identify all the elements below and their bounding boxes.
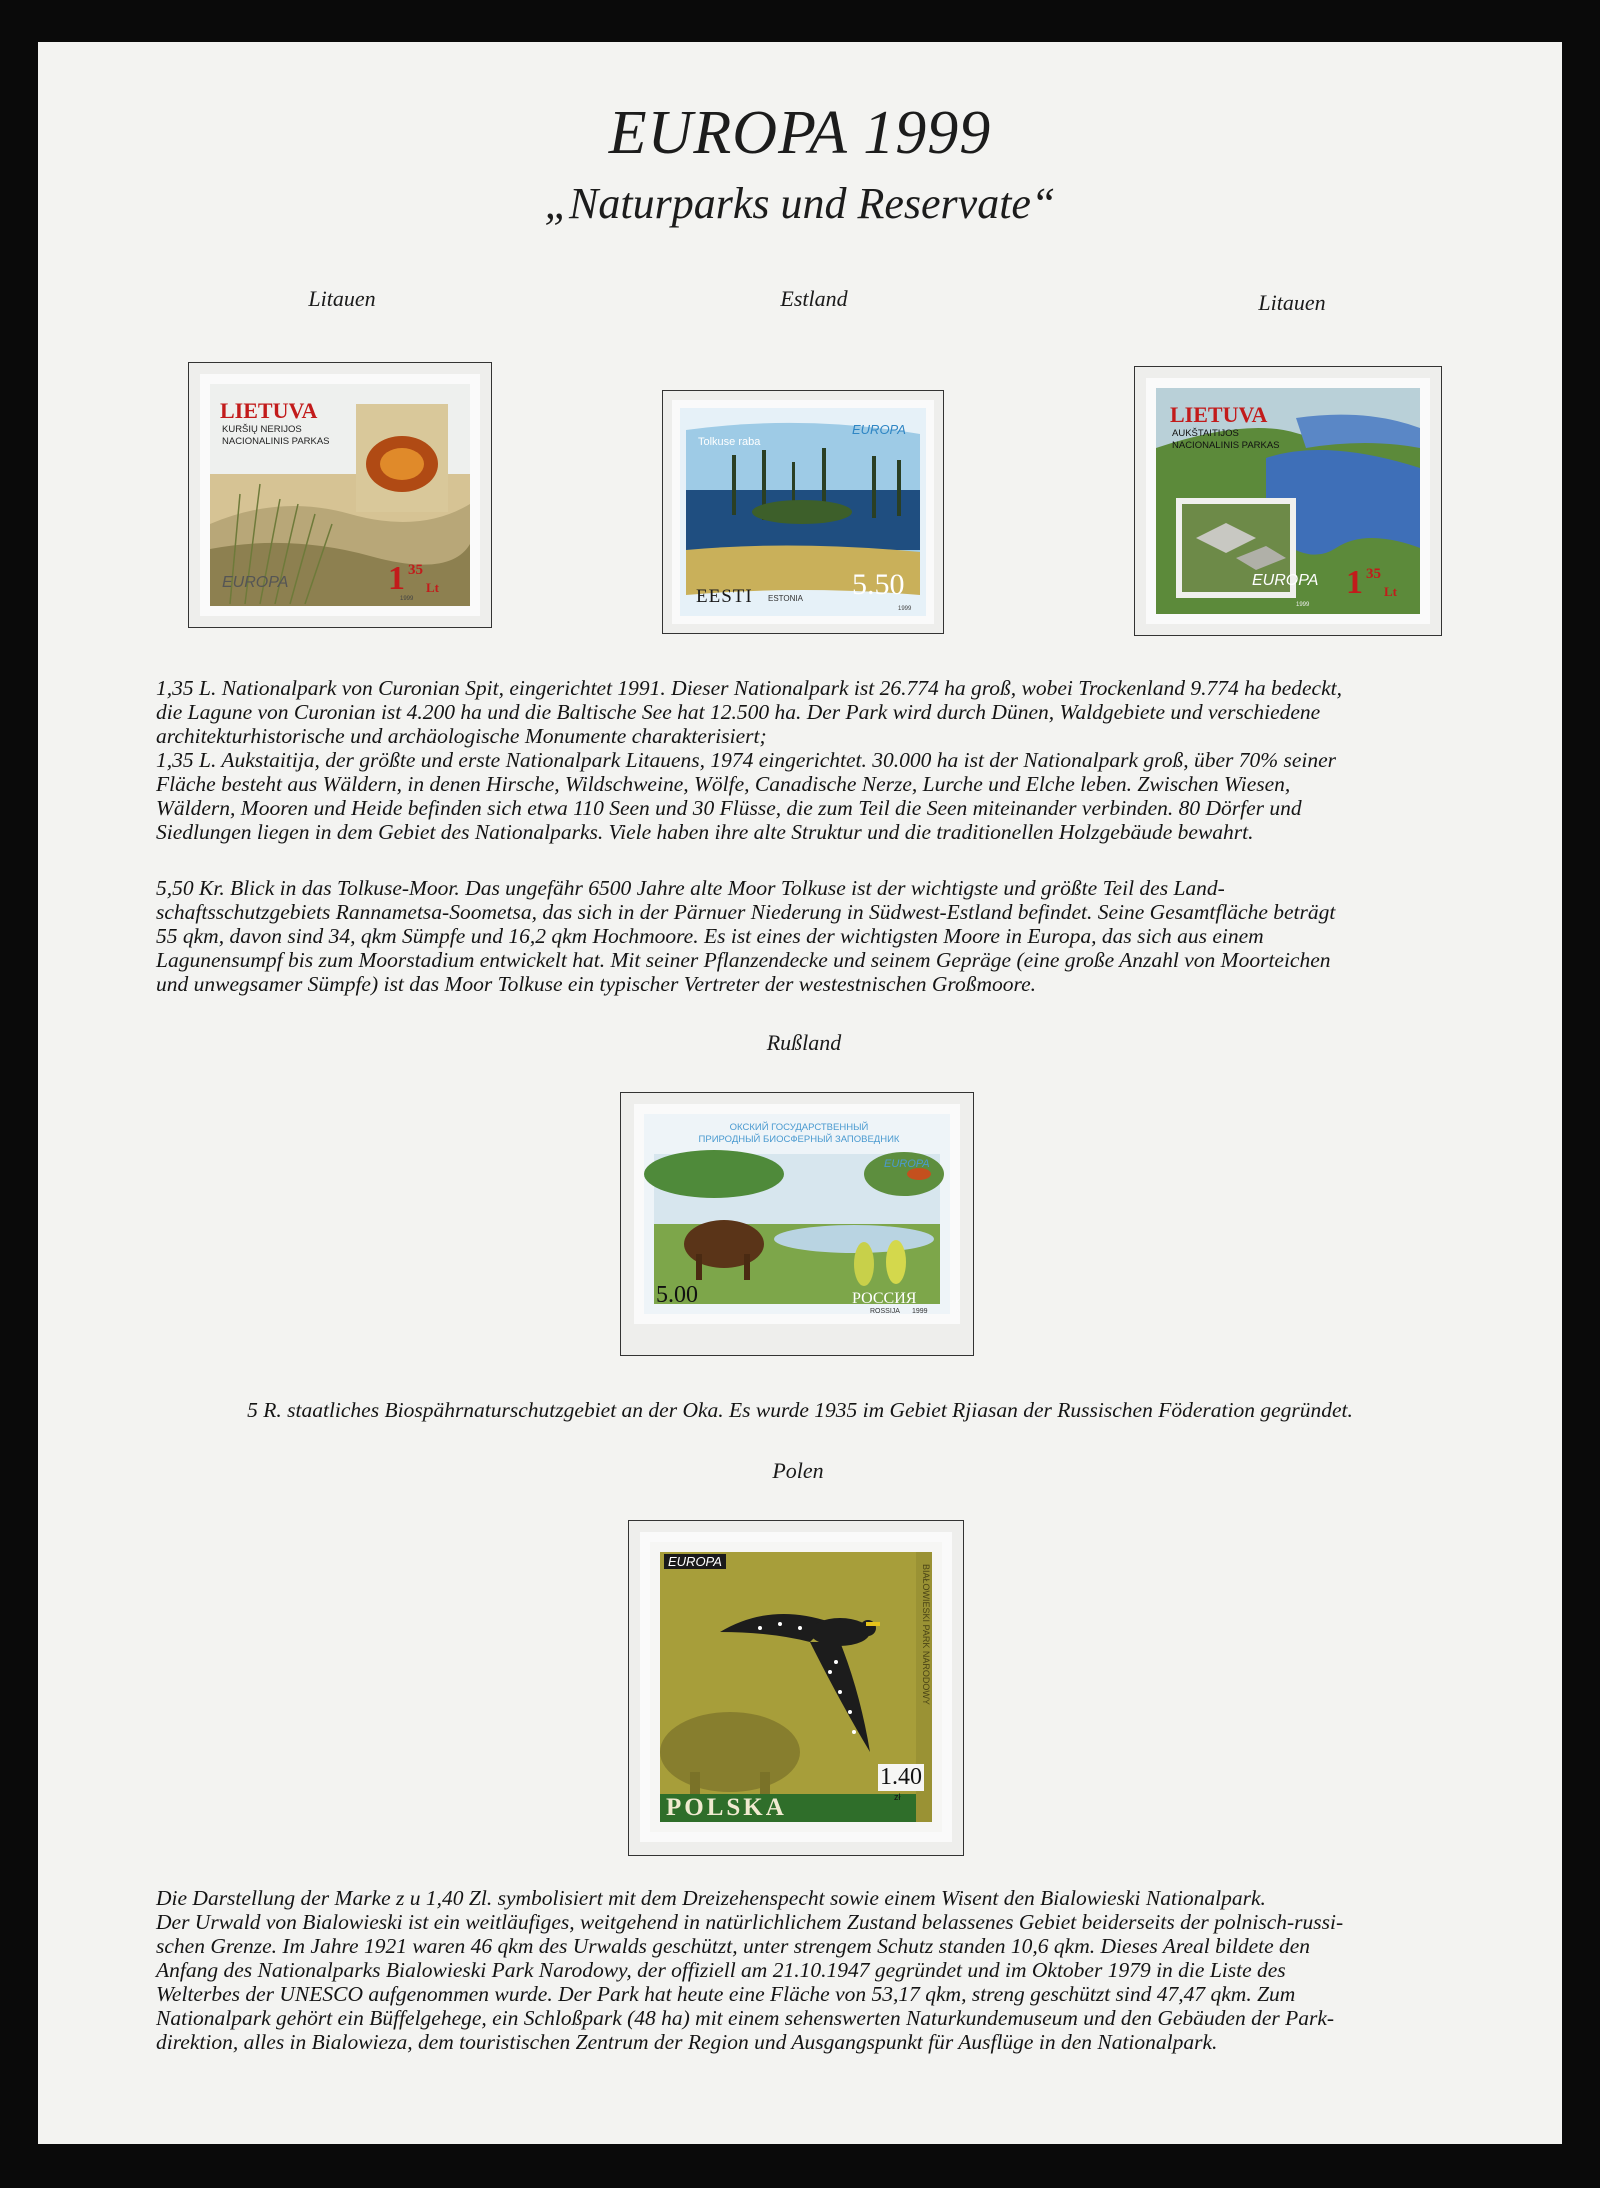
text-russia-description: 5 R. staatliches Biospährnaturschutzgebiet an der Oka. Es wurde 1935 im Gebiet Rjiasan der Russischen Föderation gegründet. (247, 1398, 1353, 1422)
text-line: 1,35 L. Aukstaitija, der größte und erste Nationalpark Litauens, 1974 eingerichtet. 30.000 ha ist der Nationalpark groß, über 70% seiner (156, 748, 1337, 772)
stamp-lt1-line1: KURŠIŲ NERIJOS (222, 424, 302, 435)
stamp-ee-brand: EUROPA (852, 422, 906, 437)
stamp-ru-line2: ПРИРОДНЫЙ БИОСФЕРНЫЙ ЗАПОВЕДНИК (698, 1134, 900, 1145)
stamp-ru-brand: EUROPA (884, 1158, 930, 1170)
stamp-ee-tolkuse (672, 400, 934, 624)
stamp-ru-country2: ROSSIJA (870, 1308, 900, 1315)
country-label-russia: Rußland (766, 1030, 842, 1055)
stamp-pl-side-text: BIAŁOWIESKI PARK NARODOWY (921, 1564, 931, 1705)
country-label-estonia: Estland (780, 286, 848, 311)
page-title: EUROPA 1999 (608, 99, 992, 167)
stamp-pl-currency: zł (894, 1792, 901, 1802)
text-line: 1,35 L. Nationalpark von Curonian Spit, eingerichtet 1991. Dieser Nationalpark ist 26.774 ha groß, wobei Trockenland 9.774 ha bedeckt, (156, 676, 1342, 700)
text-line: Die Darstellung der Marke z u 1,40 Zl. symbolisiert mit dem Dreizehenspecht sowie einem Wisent den Bialowieski Nationalpark. (156, 1886, 1266, 1910)
stamp-lt2-line1: AUKŠTAITIJOS (1172, 428, 1239, 439)
stamp-lt2-currency: Lt (1384, 584, 1397, 599)
country-label-lithuania-right: Litauen (1258, 290, 1326, 315)
stamp-lt2-value: 1 (1346, 564, 1363, 601)
text-line: 55 qkm, davon sind 34, qkm Sümpfe und 16,2 qkm Hochmoore. Es ist eines der wichtigsten Moore in Europa, das sich aus einem (156, 924, 1264, 948)
text-line: Welterbes der UNESCO aufgenommen wurde. Der Park hat heute eine Fläche von 53,17 qkm, streng geschützt sind 47,47 qkm. Zum (156, 1982, 1296, 2006)
stamp-lt2-brand: EUROPA (1252, 572, 1319, 589)
stamp-lt2-year: 1999 (1296, 602, 1310, 608)
stamp-ru-oka (634, 1104, 960, 1324)
stamp-lt1-line2: NACIONALINIS PARKAS (222, 436, 330, 447)
text-line: direktion, alles in Bialowieza, dem touristischen Zentrum der Region und Ausgangspunkt für Ausflüge in den Nationalpark. (156, 2030, 1218, 2054)
stamp-ee-value: 5.50 (852, 568, 905, 601)
text-line: 5,50 Kr. Blick in das Tolkuse-Moor. Das ungefähr 6500 Jahre alte Moor Tolkuse ist der wichtigste und größte Teil des Land- (156, 876, 1225, 900)
country-label-lithuania-left: Litauen (308, 286, 376, 311)
text-estonia-description (156, 876, 1460, 996)
stamp-lt-curonian (200, 374, 480, 616)
text-line: Siedlungen liegen in dem Gebiet des Nationalparks. Viele haben ihre alte Struktur und die traditionellen Holzgebäude bewahrt. (156, 820, 1254, 844)
stamp-ee-country: EESTI (696, 586, 753, 607)
stamp-ee-country2: ESTONIA (768, 594, 803, 603)
stamp-lt1-brand: EUROPA (222, 574, 289, 591)
stamp-lt-aukstaitija (1146, 378, 1430, 624)
text-poland-description (156, 1886, 1460, 2054)
stamp-lt1-currency: Lt (426, 580, 439, 595)
stamp-lt2-line2: NACIONALINIS PARKAS (1172, 440, 1280, 451)
text-line: Lagunensumpf bis zum Moorstadium entwickelt hat. Mit seiner Pflanzendecke und seinem Gepräge (eine große Anzahl von Moorteichen (156, 948, 1331, 972)
stamp-ee-year: 1999 (898, 606, 912, 612)
stamp-pl-bialowieski (640, 1532, 952, 1842)
stamp-lt2-value-sup: 35 (1366, 566, 1381, 582)
stamp-pl-country: POLSKA (666, 1794, 787, 1821)
stamp-ee-place: Tolkuse raba (698, 436, 761, 448)
text-line: Anfang des Nationalparks Bialowieski Park Narodowy, der offiziell am 21.10.1947 gegründet und im Oktober 1979 in die Liste des (156, 1958, 1286, 1982)
page-subtitle: „Naturparks und Reservate“ (544, 179, 1056, 228)
text-line: architekturhistorische und archäologische Monumente charakterisiert; (156, 724, 767, 748)
stamp-ru-value: 5.00 (656, 1282, 698, 1308)
text-line: schaftsschutzgebiets Rannametsa-Soometsa, das sich in der Pärnuer Niederung in Südwest-Estland befindet. Seine Gesamtfläche beträgt (156, 900, 1336, 924)
text-line: die Lagune von Curonian ist 4.200 ha und die Baltische See hat 12.500 ha. Der Park wird durch Dünen, Waldgebiete und verschiedene (156, 700, 1321, 724)
text-line: Fläche besteht aus Wäldern, in denen Hirsche, Wildschweine, Wölfe, Canadische Nerze, Lurche und Elche leben. Zwischen Wiesen, (156, 772, 1291, 796)
stamp-lt1-value: 1 (388, 560, 405, 597)
text-line: und unwegsamer Sümpfe) ist das Moor Tolkuse ein typischer Vertreter der westestnischen Großmoore. (156, 972, 1037, 996)
text-line: Der Urwald von Bialowieski ist ein weitläufiges, weitgehend in natürlichlichem Zustand belassenes Gebiet beiderseits der polnisch-russi- (156, 1910, 1344, 1934)
text-line: Nationalpark gehört ein Büffelgehege, ein Schloßpark (48 ha) mit einem sehenswerten Naturkundemuseum und den Gebäuden der Park- (156, 2006, 1335, 2030)
text-line: Wäldern, Mooren und Heide befinden sich etwa 110 Seen und 30 Flüsse, die zum Teil die Seen miteinander verbinden. 80 Dörfer und (156, 796, 1302, 820)
stamp-lt1-value-sup: 35 (408, 562, 423, 578)
text-line: schen Grenze. Im Jahre 1921 waren 46 qkm des Urwalds geschützt, unter strengem Schutz standen 10,6 qkm. Dieses Areal bildete den (156, 1934, 1311, 1958)
stamp-lt1-country: LIETUVA (220, 398, 318, 423)
stamp-ru-year: 1999 (912, 1308, 928, 1315)
stamp-lt2-country: LIETUVA (1170, 402, 1268, 427)
stamp-ru-country: РОССИЯ (852, 1290, 917, 1307)
stamp-ru-line1: ОКСКИЙ ГОСУДАРСТВЕННЫЙ (729, 1122, 869, 1133)
stamp-lt1-year: 1999 (400, 596, 414, 602)
text-lithuania-description (156, 676, 1460, 844)
stamp-pl-value: 1.40 (880, 1764, 922, 1790)
stamp-pl-brand: EUROPA (664, 1554, 726, 1569)
country-label-poland: Polen (772, 1458, 824, 1483)
